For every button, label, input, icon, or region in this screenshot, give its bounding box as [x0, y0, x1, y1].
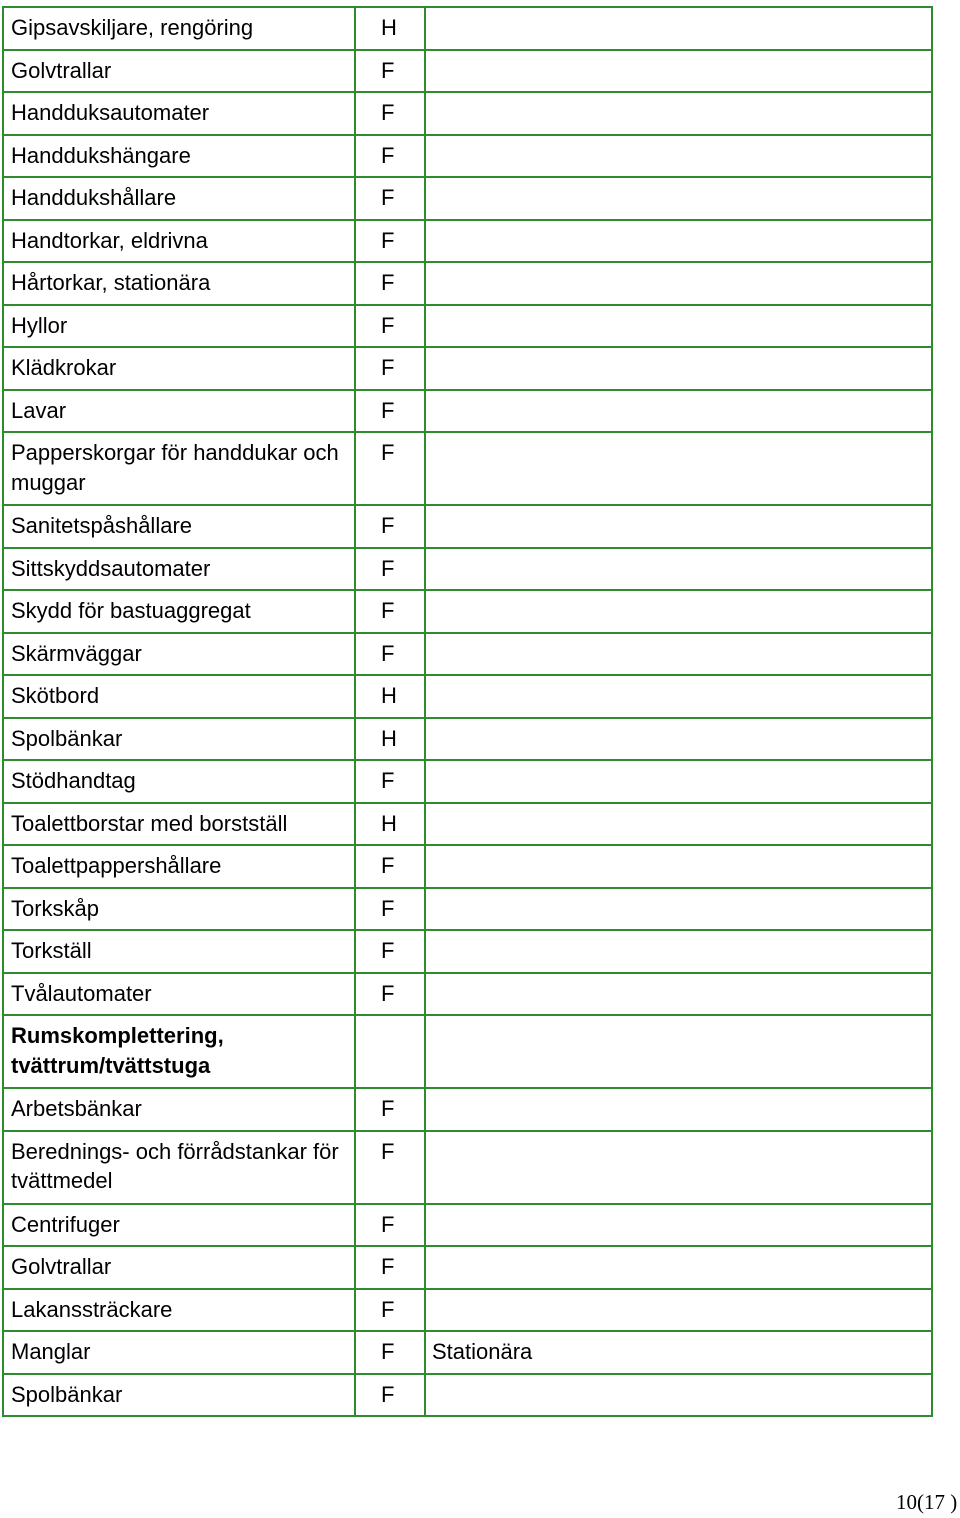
item-name: Sanitetspåshållare [3, 505, 355, 548]
table-row [3, 633, 932, 676]
item-code: F [355, 1204, 425, 1247]
item-name: Spolbänkar [3, 718, 355, 761]
item-code: F [355, 262, 425, 305]
table-row [3, 50, 932, 93]
item-note [425, 505, 932, 548]
item-code: F [355, 177, 425, 220]
item-note [425, 803, 932, 846]
item-code: F [355, 1246, 425, 1289]
table-row [3, 390, 932, 433]
item-name: Spolbänkar [3, 1374, 355, 1417]
item-note [425, 92, 932, 135]
item-code: F [355, 135, 425, 178]
item-note [425, 262, 932, 305]
item-code: F [355, 845, 425, 888]
item-name: Papperskorgar för handdukar och muggar [3, 432, 355, 505]
item-name: Gipsavskiljare, rengöring [3, 7, 355, 50]
item-name: Handduksautomater [3, 92, 355, 135]
table-row [3, 92, 932, 135]
table-row [3, 432, 932, 505]
item-name: Golvtrallar [3, 50, 355, 93]
item-note [425, 220, 932, 263]
table-row [3, 7, 932, 50]
item-code: F [355, 1374, 425, 1417]
item-note [425, 305, 932, 348]
table-row [3, 888, 932, 931]
item-code: F [355, 1131, 425, 1204]
item-note [425, 845, 932, 888]
table-row [3, 845, 932, 888]
table-row [3, 1204, 932, 1247]
item-name: Klädkrokar [3, 347, 355, 390]
item-code: F [355, 305, 425, 348]
item-note [425, 1289, 932, 1332]
table-row [3, 930, 932, 973]
item-code: F [355, 888, 425, 931]
section-heading: Rumskomplettering, tvättrum/tvättstuga [3, 1015, 355, 1088]
item-name: Golvtrallar [3, 1246, 355, 1289]
item-note [425, 177, 932, 220]
table-row [3, 505, 932, 548]
item-note [425, 590, 932, 633]
item-name: Toalettpappershållare [3, 845, 355, 888]
item-note [425, 7, 932, 50]
item-code: F [355, 432, 425, 505]
item-name: Arbetsbänkar [3, 1088, 355, 1131]
item-note [425, 930, 932, 973]
item-name: Sittskyddsautomater [3, 548, 355, 591]
item-name: Toalettborstar med borstställ [3, 803, 355, 846]
item-code: F [355, 760, 425, 803]
item-note [425, 760, 932, 803]
table-row [3, 590, 932, 633]
item-note [425, 1131, 932, 1204]
item-code: F [355, 590, 425, 633]
component-table [2, 6, 933, 1417]
item-note [425, 1246, 932, 1289]
item-name: Hyllor [3, 305, 355, 348]
item-code: F [355, 92, 425, 135]
item-name: Handdukshängare [3, 135, 355, 178]
table-row [3, 1131, 932, 1204]
item-code: F [355, 973, 425, 1016]
item-note [425, 1204, 932, 1247]
item-note [425, 973, 932, 1016]
item-note [425, 548, 932, 591]
item-note [425, 1088, 932, 1131]
item-name: Berednings- och förrådstankar för tvättmedel [3, 1131, 355, 1204]
item-note [425, 1015, 932, 1088]
item-code: F [355, 390, 425, 433]
item-code: F [355, 1088, 425, 1131]
item-name: Centrifuger [3, 1204, 355, 1247]
item-code: F [355, 1289, 425, 1332]
item-code: H [355, 7, 425, 50]
page-number: 10(17 ) [896, 1490, 958, 1514]
item-note [425, 675, 932, 718]
item-code: F [355, 220, 425, 263]
item-code: F [355, 633, 425, 676]
item-code: F [355, 347, 425, 390]
item-name: Skötbord [3, 675, 355, 718]
table-row [3, 548, 932, 591]
item-name: Manglar [3, 1331, 355, 1374]
item-note [425, 718, 932, 761]
table-row [3, 177, 932, 220]
item-code: F [355, 548, 425, 591]
table-row [3, 347, 932, 390]
table-row [3, 803, 932, 846]
item-code: F [355, 930, 425, 973]
table-row [3, 262, 932, 305]
item-code: F [355, 50, 425, 93]
table-row [3, 675, 932, 718]
item-name: Skydd för bastuaggregat [3, 590, 355, 633]
item-note [425, 135, 932, 178]
item-note [425, 347, 932, 390]
item-code: F [355, 1331, 425, 1374]
item-name: Torkskåp [3, 888, 355, 931]
table-row [3, 305, 932, 348]
table-row [3, 1289, 932, 1332]
item-name: Hårtorkar, stationära [3, 262, 355, 305]
table-row [3, 973, 932, 1016]
table-row [3, 1088, 932, 1131]
table-row [3, 760, 932, 803]
table-row [3, 220, 932, 263]
section-row [3, 1015, 932, 1088]
item-note: Stationära [425, 1331, 932, 1374]
item-note [425, 1374, 932, 1417]
item-code [355, 1015, 425, 1088]
item-note [425, 633, 932, 676]
item-code: F [355, 505, 425, 548]
table-row [3, 718, 932, 761]
item-code: H [355, 803, 425, 846]
table-row [3, 135, 932, 178]
item-name: Handdukshållare [3, 177, 355, 220]
item-name: Tvålautomater [3, 973, 355, 1016]
item-name: Lavar [3, 390, 355, 433]
table-row [3, 1374, 932, 1417]
item-note [425, 432, 932, 505]
table-row [3, 1331, 932, 1374]
item-name: Skärmväggar [3, 633, 355, 676]
table-row [3, 1246, 932, 1289]
item-code: H [355, 675, 425, 718]
item-name: Torkställ [3, 930, 355, 973]
item-name: Lakanssträckare [3, 1289, 355, 1332]
item-note [425, 888, 932, 931]
item-name: Handtorkar, eldrivna [3, 220, 355, 263]
item-code: H [355, 718, 425, 761]
item-note [425, 390, 932, 433]
item-name: Stödhandtag [3, 760, 355, 803]
item-note [425, 50, 932, 93]
